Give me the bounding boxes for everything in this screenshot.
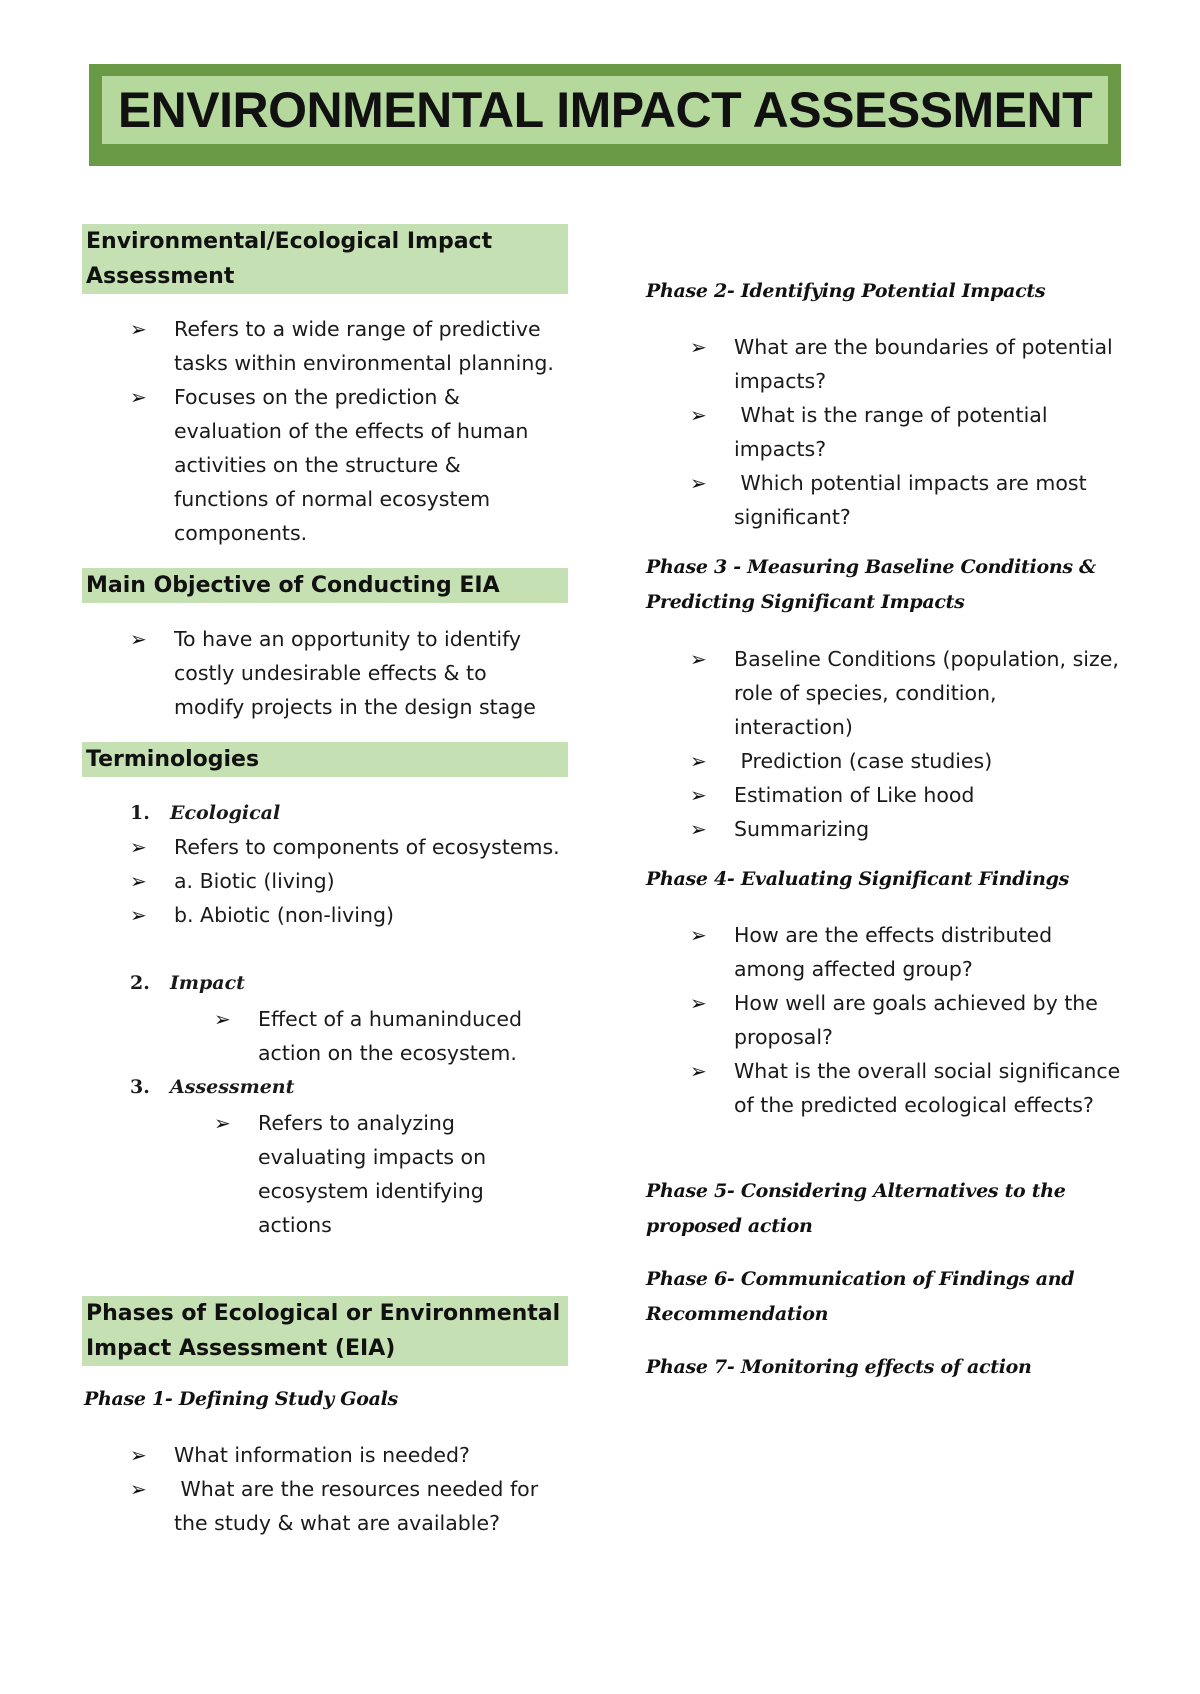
phase-heading-line: Phase 6- Communication of Findings and xyxy=(646,1268,1075,1290)
list-item-line: among affected group? xyxy=(734,957,973,981)
ecological-list xyxy=(130,830,560,932)
list-item-line: functions of normal ecosystem xyxy=(174,487,491,511)
list-item xyxy=(690,744,1119,778)
list-item-line: How are the effects distributed xyxy=(734,923,1053,947)
assessment-list xyxy=(214,1106,486,1242)
phase-heading-line: Predicting Significant Impacts xyxy=(646,591,965,613)
phase-3-heading xyxy=(646,550,1096,620)
main-objective-list xyxy=(130,622,536,724)
list-item-line: proposal? xyxy=(734,1025,833,1049)
term-number: 1. xyxy=(130,802,150,824)
arrow-bullet-icon: ➢ xyxy=(130,903,147,927)
arrow-bullet-icon: ➢ xyxy=(130,1443,147,1467)
arrow-bullet-icon: ➢ xyxy=(690,647,707,671)
list-item xyxy=(690,918,1120,986)
list-item xyxy=(690,642,1119,744)
list-item-line: Refers to a wide range of predictive xyxy=(174,317,541,341)
list-item-line: role of species, condition, xyxy=(734,681,997,705)
phase-1-list xyxy=(130,1438,538,1540)
list-item xyxy=(690,986,1120,1054)
list-item-line: What is the range of potential xyxy=(734,403,1048,427)
list-item xyxy=(130,1472,538,1540)
list-item-line: How well are goals achieved by the xyxy=(734,991,1098,1015)
list-item-line: What information is needed? xyxy=(174,1443,470,1467)
list-item xyxy=(130,864,560,898)
list-item-line: Focuses on the prediction & xyxy=(174,385,460,409)
list-item xyxy=(690,330,1113,398)
list-item-line: a. Biotic (living) xyxy=(174,869,335,893)
list-item xyxy=(690,778,1119,812)
list-item-line: Which potential impacts are most xyxy=(734,471,1087,495)
arrow-bullet-icon: ➢ xyxy=(690,471,707,495)
list-item-line: impacts? xyxy=(734,437,827,461)
list-item xyxy=(690,466,1113,534)
title-banner xyxy=(89,64,1121,166)
list-item-line: modify projects in the design stage xyxy=(174,695,536,719)
phase-heading-line: Recommendation xyxy=(646,1303,829,1325)
list-item-line: Summarizing xyxy=(734,817,870,841)
heading-line: Phases of Ecological or Environmental xyxy=(86,1301,561,1326)
phase-5-heading xyxy=(646,1174,1066,1244)
term-label: Ecological xyxy=(170,802,281,824)
term-ecological xyxy=(130,796,280,830)
list-item-line: activities on the structure & xyxy=(174,453,461,477)
heading-line: Impact Assessment (EIA) xyxy=(86,1336,396,1361)
title-banner-inner xyxy=(102,76,1108,144)
impact-list xyxy=(214,1002,522,1070)
list-item xyxy=(690,1054,1120,1122)
list-item-line: Prediction (case studies) xyxy=(734,749,993,773)
list-item xyxy=(130,380,554,550)
arrow-bullet-icon: ➢ xyxy=(690,783,707,807)
heading-line: Environmental/Ecological Impact xyxy=(86,229,493,254)
list-item-line: Estimation of Like hood xyxy=(734,783,975,807)
term-label: Impact xyxy=(170,972,245,994)
list-item-line: What are the resources needed for xyxy=(174,1477,539,1501)
list-item-line: What is the overall social significance xyxy=(734,1059,1121,1083)
list-item xyxy=(130,1438,538,1472)
list-item xyxy=(214,1106,486,1242)
list-item xyxy=(690,812,1119,846)
term-assessment xyxy=(130,1070,294,1104)
section-heading-main-objective: Main Objective of Conducting EIA xyxy=(82,568,568,603)
list-item xyxy=(130,312,554,380)
arrow-bullet-icon: ➢ xyxy=(690,1059,707,1083)
arrow-bullet-icon: ➢ xyxy=(690,923,707,947)
term-number: 2. xyxy=(130,972,150,994)
section-heading-eia-definition xyxy=(82,224,568,294)
list-item-line: Effect of a humaninduced xyxy=(258,1007,522,1031)
list-item-line: impacts? xyxy=(734,369,827,393)
phase-2-list xyxy=(690,330,1113,534)
list-item-line: Refers to analyzing xyxy=(258,1111,455,1135)
arrow-bullet-icon: ➢ xyxy=(690,991,707,1015)
list-item-line: evaluation of the effects of human xyxy=(174,419,529,443)
list-item-line: Refers to components of ecosystems. xyxy=(174,835,560,859)
phase-6-heading xyxy=(646,1262,1074,1332)
arrow-bullet-icon: ➢ xyxy=(130,627,147,651)
arrow-bullet-icon: ➢ xyxy=(130,317,147,341)
list-item xyxy=(130,898,560,932)
list-item-line: b. Abiotic (non-living) xyxy=(174,903,394,927)
term-number: 3. xyxy=(130,1076,150,1098)
arrow-bullet-icon: ➢ xyxy=(130,835,147,859)
list-item-line: ecosystem identifying xyxy=(258,1179,484,1203)
list-item-line: costly undesirable effects & to xyxy=(174,661,487,685)
phase-3-list xyxy=(690,642,1119,846)
term-label: Assessment xyxy=(170,1076,295,1098)
arrow-bullet-icon: ➢ xyxy=(690,749,707,773)
arrow-bullet-icon: ➢ xyxy=(690,403,707,427)
list-item-line: Baseline Conditions (population, size, xyxy=(734,647,1119,671)
list-item xyxy=(130,830,560,864)
arrow-bullet-icon: ➢ xyxy=(214,1007,231,1031)
arrow-bullet-icon: ➢ xyxy=(130,1477,147,1501)
list-item xyxy=(214,1002,522,1070)
arrow-bullet-icon: ➢ xyxy=(130,385,147,409)
phase-4-heading: Phase 4- Evaluating Significant Findings xyxy=(646,868,1069,890)
list-item-line: action on the ecosystem. xyxy=(258,1041,517,1065)
section-heading-terminologies: Terminologies xyxy=(82,742,568,777)
arrow-bullet-icon: ➢ xyxy=(130,869,147,893)
term-impact xyxy=(130,966,245,1000)
document-title: ENVIRONMENTAL IMPACT ASSESSMENT xyxy=(117,82,1093,138)
list-item xyxy=(690,398,1113,466)
heading-line: Assessment xyxy=(86,264,235,289)
list-item-line: significant? xyxy=(734,505,851,529)
eia-definition-list xyxy=(130,312,554,550)
list-item-line: interaction) xyxy=(734,715,853,739)
phase-1-heading: Phase 1- Defining Study Goals xyxy=(84,1388,398,1410)
phase-4-list xyxy=(690,918,1120,1122)
list-item-line: the study & what are available? xyxy=(174,1511,500,1535)
arrow-bullet-icon: ➢ xyxy=(690,335,707,359)
phase-heading-line: Phase 5- Considering Alternatives to the xyxy=(646,1180,1066,1202)
phase-heading-line: Phase 3 - Measuring Baseline Conditions & xyxy=(646,556,1096,578)
list-item-line: To have an opportunity to identify xyxy=(174,627,522,651)
phase-2-heading: Phase 2- Identifying Potential Impacts xyxy=(646,280,1046,302)
list-item-line: of the predicted ecological effects? xyxy=(734,1093,1094,1117)
section-heading-phases xyxy=(82,1296,568,1366)
arrow-bullet-icon: ➢ xyxy=(690,817,707,841)
list-item-line: components. xyxy=(174,521,308,545)
list-item xyxy=(130,622,536,724)
list-item-line: What are the boundaries of potential xyxy=(734,335,1113,359)
phase-heading-line: proposed action xyxy=(646,1215,813,1237)
list-item-line: actions xyxy=(258,1213,332,1237)
arrow-bullet-icon: ➢ xyxy=(214,1111,231,1135)
phase-7-heading: Phase 7- Monitoring effects of action xyxy=(646,1356,1032,1378)
list-item-line: evaluating impacts on xyxy=(258,1145,487,1169)
list-item-line: tasks within environmental planning. xyxy=(174,351,554,375)
